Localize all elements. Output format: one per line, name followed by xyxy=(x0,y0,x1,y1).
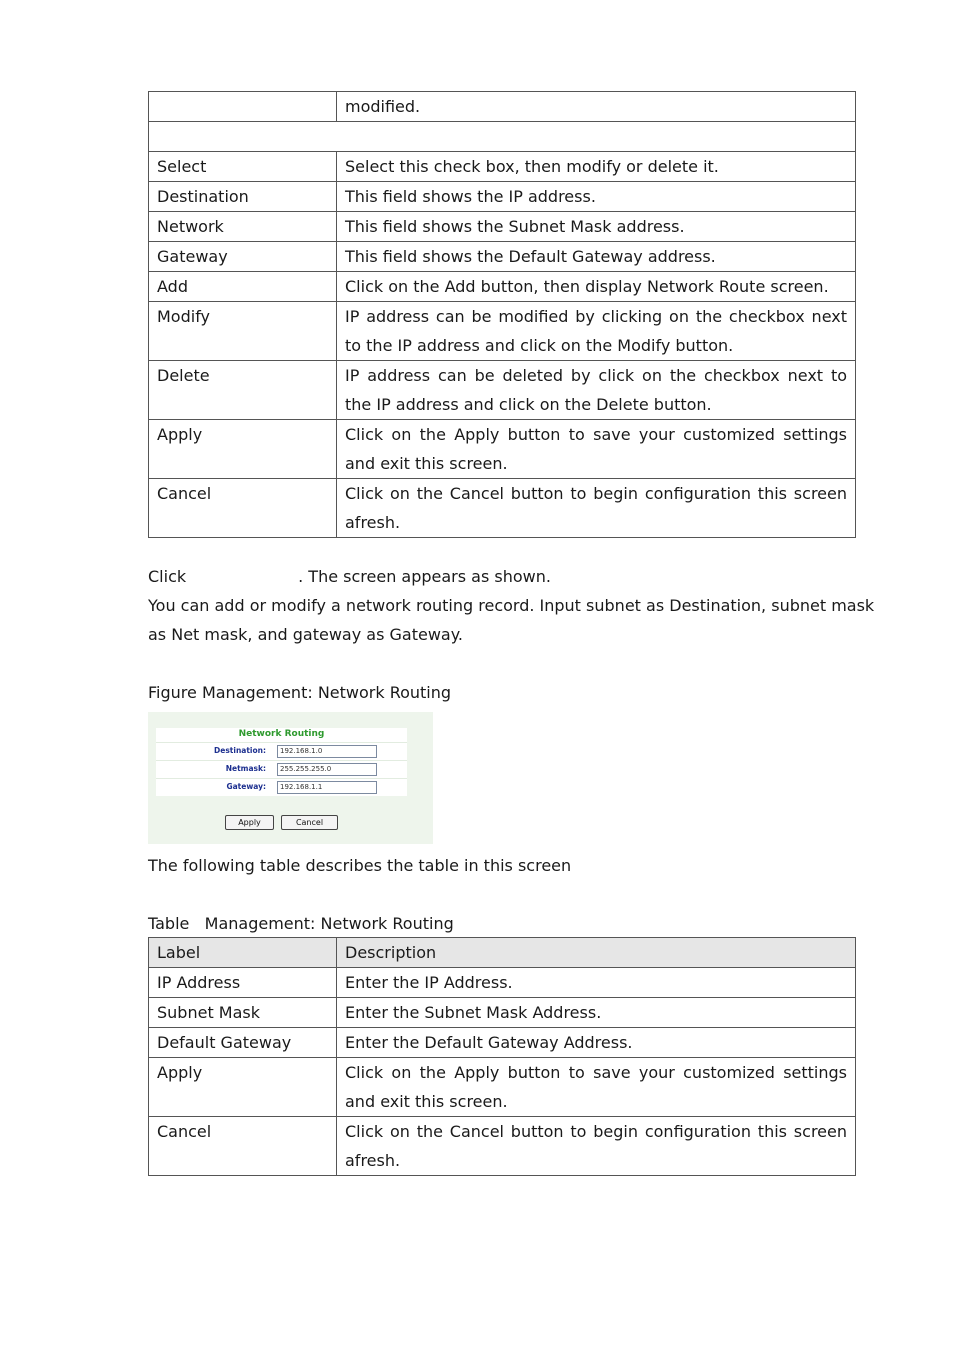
table-cell-description: Enter the Subnet Mask Address. xyxy=(337,998,856,1028)
table-cell-label: Modify xyxy=(149,302,337,361)
click-suffix: . The screen appears as shown. xyxy=(298,567,551,586)
table-row xyxy=(149,1028,856,1058)
table-row xyxy=(149,479,856,538)
destination-input[interactable]: 192.168.1.0 xyxy=(277,745,377,758)
header-description: Description xyxy=(337,938,856,968)
table-row xyxy=(149,1117,856,1176)
click-prefix: Click xyxy=(148,567,187,586)
table-row xyxy=(149,212,856,242)
table-row xyxy=(149,968,856,998)
table-cell-description: Enter the IP Address. xyxy=(337,968,856,998)
gateway-row xyxy=(156,778,407,796)
table-row xyxy=(149,1058,856,1117)
table-cell-label: IP Address xyxy=(149,968,337,998)
table-row-section xyxy=(149,122,856,152)
table-cell-description: Click on the Add button, then display Network Route screen. xyxy=(337,272,856,302)
table-caption: Table Management: Network Routing xyxy=(148,914,454,933)
header-label: Label xyxy=(149,938,337,968)
table-cell-label: Default Gateway xyxy=(149,1028,337,1058)
table-cell-description: modified. xyxy=(337,92,856,122)
table-row xyxy=(149,92,856,122)
table-cell-description: Click on the Apply button to save your customized settings and exit this screen. xyxy=(337,1058,856,1117)
table-row xyxy=(149,361,856,420)
table-cell-span xyxy=(149,122,856,152)
table-row xyxy=(149,152,856,182)
table-cell-description: This field shows the Default Gateway address. xyxy=(337,242,856,272)
table-cell-description: Select this check box, then modify or delete it. xyxy=(337,152,856,182)
netmask-input[interactable]: 255.255.255.0 xyxy=(277,763,377,776)
table-header-row xyxy=(149,938,856,968)
table-cell-label: Select xyxy=(149,152,337,182)
gateway-input[interactable]: 192.168.1.1 xyxy=(277,781,377,794)
table-row xyxy=(149,242,856,272)
table-cell-label xyxy=(149,92,337,122)
table-cell-description: IP address can be deleted by click on the checkbox next to the IP address and click on the Delete button. xyxy=(337,361,856,420)
table-cell-label: Apply xyxy=(149,420,337,479)
table-row xyxy=(149,998,856,1028)
table-cell-label: Network xyxy=(149,212,337,242)
cancel-button[interactable]: Cancel xyxy=(281,815,338,830)
apply-button[interactable]: Apply xyxy=(225,815,274,830)
table-row xyxy=(149,302,856,361)
figure-caption: Figure Management: Network Routing xyxy=(148,683,452,702)
table-cell-description: This field shows the Subnet Mask address. xyxy=(337,212,856,242)
table-cell-description: This field shows the IP address. xyxy=(337,182,856,212)
network-routing-screenshot xyxy=(148,712,433,844)
table-cell-label: Destination xyxy=(149,182,337,212)
table-cell-description: Enter the Default Gateway Address. xyxy=(337,1028,856,1058)
table-row xyxy=(149,420,856,479)
table-cell-label: Add xyxy=(149,272,337,302)
destination-label: Destination: xyxy=(214,746,266,755)
click-instruction xyxy=(148,562,878,591)
netmask-row xyxy=(156,760,407,778)
table-cell-description: Click on the Cancel button to begin configuration this screen afresh. xyxy=(337,479,856,538)
table-row xyxy=(149,272,856,302)
table-cell-label: Delete xyxy=(149,361,337,420)
intro-paragraph: You can add or modify a network routing record. Input subnet as Destination, subnet mask as Net mask, and gateway as Gateway. xyxy=(148,596,875,644)
gateway-label: Gateway: xyxy=(226,782,266,791)
netmask-label: Netmask: xyxy=(225,764,266,773)
network-routing-table xyxy=(148,937,856,1176)
table-cell-label: Gateway xyxy=(149,242,337,272)
following-text: The following table describes the table in this screen xyxy=(148,856,572,875)
table-cell-label: Apply xyxy=(149,1058,337,1117)
table-cell-description: IP address can be modified by clicking on the checkbox next to the IP address and click on the Modify button. xyxy=(337,302,856,361)
table-cell-label: Subnet Mask xyxy=(149,998,337,1028)
table-cell-label: Cancel xyxy=(149,479,337,538)
table-cell-description: Click on the Apply button to save your customized settings and exit this screen. xyxy=(337,420,856,479)
field-description-table xyxy=(148,91,856,538)
destination-row xyxy=(156,742,407,760)
table-row xyxy=(149,182,856,212)
table-cell-description: Click on the Cancel button to begin configuration this screen afresh. xyxy=(337,1117,856,1176)
table-cell-label: Cancel xyxy=(149,1117,337,1176)
form-title: Network Routing xyxy=(238,729,325,739)
